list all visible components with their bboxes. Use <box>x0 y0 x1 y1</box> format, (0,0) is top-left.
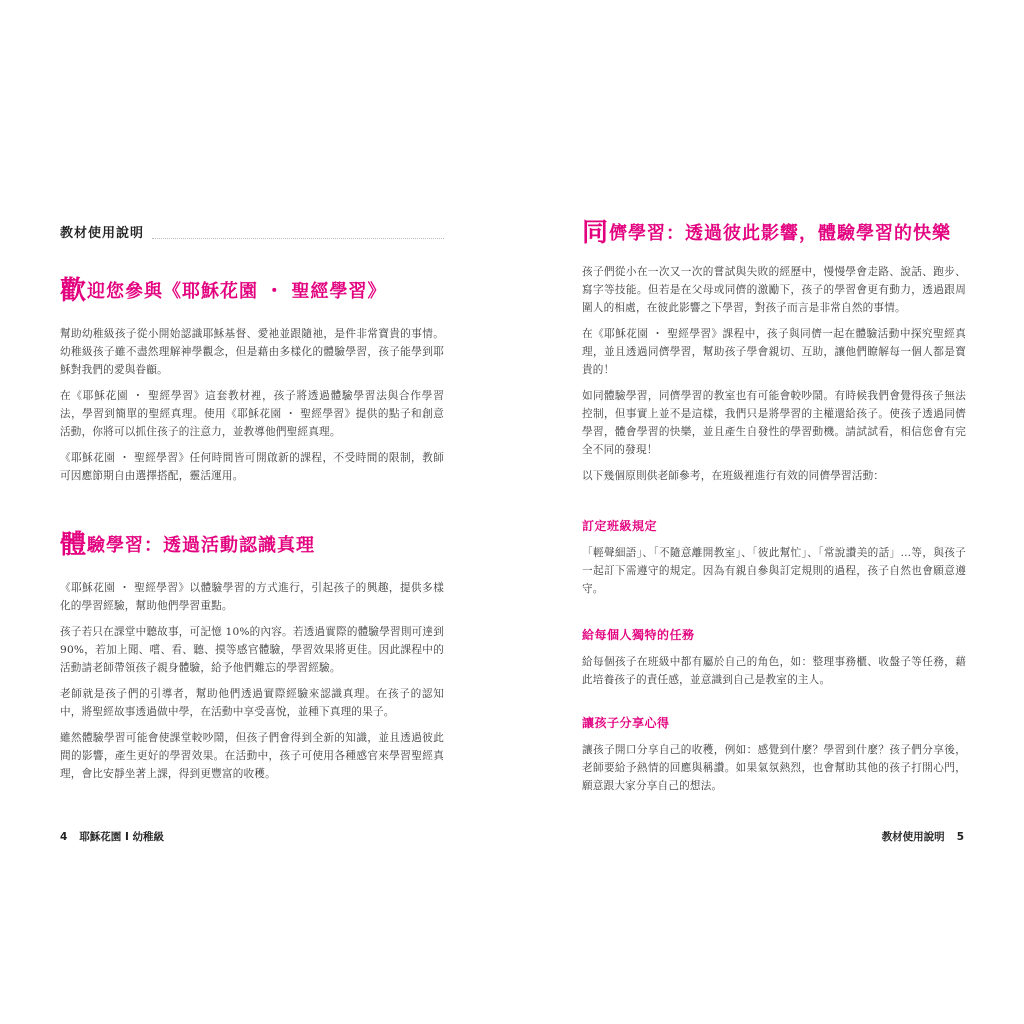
paragraph: 以下幾個原則供老師參考，在班級裡進行有效的同儕學習活動： <box>582 470 885 482</box>
peer-learning-heading <box>582 220 966 247</box>
heading-lead-char: 同 <box>582 218 610 248</box>
section-peer-learning <box>582 220 966 493</box>
paragraph: 孩子們從小在一次又一次的嘗試與失敗的經歷中，慢慢學會走路、說話、跑步、寫字等技能。但若是在父母或同儕的激勵下，孩子的學習會更有動力，透過跟周圍人的相處，在彼此影響之下學習，對孩子而言是非常自然的事情。 <box>582 266 966 314</box>
dotted-divider <box>152 238 444 239</box>
section-welcome <box>60 278 444 493</box>
page-footer-left <box>60 829 164 844</box>
paragraph: 《耶穌花園 ・ 聖經學習》以體驗學習的方式進行，引起孩子的興趣，提供多樣化的學習經驗，幫助他們學習重點。 <box>60 582 444 612</box>
subsection-share-thoughts <box>582 714 966 803</box>
section-label-footer: 教材使用說明 <box>881 831 945 843</box>
welcome-heading <box>60 278 444 305</box>
paragraph: 孩子若只在課堂中聽故事，可記憶 10%的內容。若透過實際的體驗學習則可達到 90%，若加上聞、嚐、看、聽、摸等感官體驗，學習效果將更佳。因此課程中的活動請老師帶領孩子親身體驗，給予他們難忘的學習經驗。 <box>60 626 444 674</box>
subsection-title: 訂定班級規定 <box>582 519 658 533</box>
subsection-title: 給每個人獨特的任務 <box>582 628 695 642</box>
section-experiential-learning <box>60 532 444 791</box>
page-number: 5 <box>956 831 964 843</box>
paragraph: 「輕聲細語」、「不隨意離開教室」、「彼此幫忙」、「常說讚美的話」…等，與孩子一起訂下需遵守的規定。因為有親自參與訂定規則的過程，孩子自然也會願意遵守。 <box>582 547 966 595</box>
heading-text: 驗學習：透過活動認識真理 <box>87 535 316 556</box>
paragraph: 在《耶穌花園 ・ 聖經學習》這套教材裡，孩子將透過體驗學習法與合作學習法，學習到簡單的聖經真理。使用《耶穌花園 ・ 聖經學習》提供的點子和創意活動，你將可以抓住孩子的注意力，並教導他們聖經真理。 <box>60 390 444 438</box>
heading-lead-char: 歡 <box>60 276 88 306</box>
page-number: 4 <box>60 831 68 843</box>
paragraph: 幫助幼稚級孩子從小開始認識耶穌基督、愛祂並跟隨祂，是件非常寶貴的事情。幼稚級孩子雖不盡然理解神學觀念，但是藉由多樣化的體驗學習，孩子能學到耶穌對我們的愛與眷顧。 <box>60 328 444 376</box>
subsection-title: 讓孩子分享心得 <box>582 716 670 730</box>
paragraph: 如同體驗學習，同儕學習的教室也有可能會較吵鬧。有時候我們會覺得孩子無法控制，但事實上並不是這樣，我們只是將學習的主權還給孩子。使孩子透過同儕學習，體會學習的快樂，並且產生自發性的學習動機。請試試看，相信您會有完全不同的發現！ <box>582 390 966 456</box>
paragraph: 給每個孩子在班級中都有屬於自己的角色，如：整理事務櫃、收盤子等任務，藉此培養孩子的責任感，並意識到自己是教室的主人。 <box>582 656 966 686</box>
paragraph: 讓孩子開口分享自己的收穫，例如：感覺到什麼？學習到什麼？孩子們分享後，老師要給予熱情的回應與稱讚。如果氣氛熱烈，也會幫助其他的孩子打開心門，願意跟大家分享自己的想法。 <box>582 744 966 792</box>
experiential-heading <box>60 532 444 559</box>
subsection-class-rules <box>582 517 966 606</box>
paragraph: 雖然體驗學習可能會使課堂較吵鬧，但孩子們會得到全新的知識，並且透過彼此間的影響，產生更好的學習效果。在活動中，孩子可使用各種感官來學習聖經真理，會比安靜坐著上課，得到更豐富的收穫。 <box>60 732 444 780</box>
page-footer-right <box>882 829 964 844</box>
book-title: 耶穌花園 I 幼稚級 <box>79 831 165 843</box>
section-label: 教材使用說明 <box>60 226 145 241</box>
paragraph: 老師就是孩子們的引導者，幫助他們透過實際經驗來認識真理。在孩子的認知中，將聖經故事透過做中學，在活動中享受喜悅，並種下真理的果子。 <box>60 688 444 718</box>
paragraph: 在《耶穌花園 ・ 聖經學習》課程中，孩子與同儕一起在體驗活動中探究聖經真理，並且透過同儕學習，幫助孩子學會親切、互助，讓他們瞭解每一個人都是寶貴的！ <box>582 328 966 376</box>
heading-text: 儕學習：透過彼此影響，體驗學習的快樂 <box>609 223 952 244</box>
paragraph: 《耶穌花園 ・ 聖經學習》任何時間皆可開啟新的課程，不受時間的限制，教師可因應節期自由選擇搭配，靈活運用。 <box>60 452 444 482</box>
subsection-unique-tasks <box>582 626 966 697</box>
heading-lead-char: 體 <box>60 530 88 560</box>
heading-text: 迎您參與《耶穌花園 ・ 聖經學習》 <box>87 281 387 302</box>
